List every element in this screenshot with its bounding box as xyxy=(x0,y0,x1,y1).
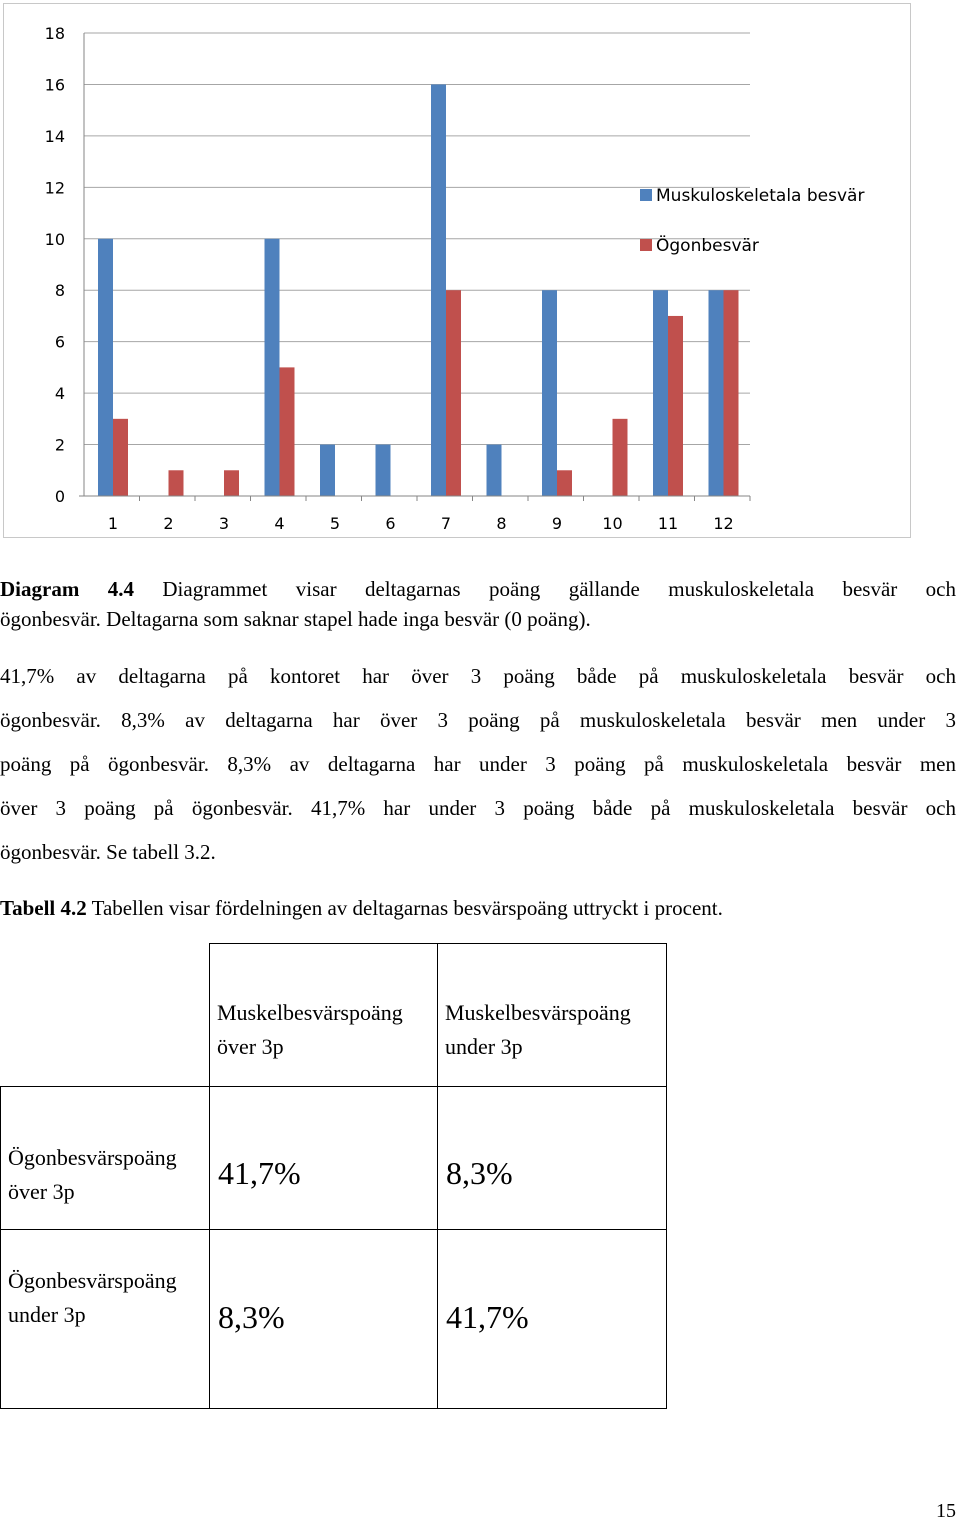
y-tick-label: 12 xyxy=(44,178,65,198)
x-tick-label: 7 xyxy=(440,514,452,533)
x-tick-label: 4 xyxy=(274,514,285,533)
table-caption-label: Tabell 4.2 xyxy=(0,896,87,920)
bar-ogonbesvar xyxy=(557,470,572,496)
x-tick-label: 1 xyxy=(107,514,119,533)
table-caption xyxy=(0,894,956,923)
paragraph-line: ögonbesvär. Se tabell 3.2. xyxy=(0,840,216,864)
legend-label: Muskuloskeletala besvär xyxy=(656,186,865,206)
chart-canvas xyxy=(4,4,912,539)
legend-label: Ögonbesvär xyxy=(656,236,759,256)
y-tick-label: 18 xyxy=(44,24,65,43)
table-cell xyxy=(437,1086,667,1231)
diagram-caption-line2: ögonbesvär. Deltagarna som saknar stapel hade inga besvär (0 poäng). xyxy=(0,607,591,631)
bar-muskuloskeletala xyxy=(376,445,391,496)
row-header-cell xyxy=(0,1086,211,1231)
x-tick-label: 12 xyxy=(713,514,734,533)
y-tick-label: 14 xyxy=(44,126,65,146)
paragraph-line: över 3 poäng på ögonbesvär. 41,7% har under 3 poäng både på muskuloskeletala besvär och xyxy=(0,796,956,820)
cell-value: 8,3% xyxy=(446,1155,513,1191)
x-tick-label: 9 xyxy=(551,514,563,533)
bar-ogonbesvar xyxy=(169,470,184,496)
column-header-cell xyxy=(437,943,667,1088)
x-tick-label: 2 xyxy=(163,514,174,533)
row-header-cell xyxy=(0,1229,211,1409)
x-tick-label: 5 xyxy=(329,514,341,533)
legend-swatch xyxy=(640,239,652,251)
bar-ogonbesvar xyxy=(113,419,128,496)
x-tick-label: 3 xyxy=(218,514,230,533)
bar-muskuloskeletala xyxy=(487,445,502,496)
bar-ogonbesvar xyxy=(224,470,239,496)
bar-muskuloskeletala xyxy=(542,290,557,496)
bar-ogonbesvar xyxy=(613,419,628,496)
row-header-label: Ögonbesvärspoäng under 3p xyxy=(8,1268,177,1327)
bar-muskuloskeletala xyxy=(709,290,724,496)
cell-value: 8,3% xyxy=(218,1299,285,1335)
y-tick-label: 8 xyxy=(54,281,65,301)
y-tick-label: 0 xyxy=(54,487,65,506)
paragraph-line: ögonbesvär. 8,3% av deltagarna har över 3 poäng på muskuloskeletala besvär men under 3 xyxy=(0,708,956,732)
column-header-label: Muskelbesvärspoäng under 3p xyxy=(445,1000,631,1059)
y-tick-label: 2 xyxy=(54,435,65,455)
bar-ogonbesvar xyxy=(280,367,295,496)
table-cell xyxy=(437,1229,667,1409)
y-tick-label: 6 xyxy=(54,332,65,352)
bar-muskuloskeletala xyxy=(320,445,335,496)
column-header-cell xyxy=(209,943,439,1088)
x-tick-label: 10 xyxy=(602,514,623,533)
bar-muskuloskeletala xyxy=(98,239,113,496)
paragraph-line: poäng på ögonbesvär. 8,3% av deltagarna har under 3 poäng på muskuloskeletala besvär men xyxy=(0,752,956,776)
diagram-caption-label: Diagram 4.4 xyxy=(0,577,134,601)
y-tick-label: 10 xyxy=(44,229,65,249)
legend-swatch xyxy=(640,189,652,201)
cell-value: 41,7% xyxy=(446,1299,529,1335)
bar-muskuloskeletala xyxy=(265,239,280,496)
results-paragraph xyxy=(0,654,956,874)
diagram-caption-text: Diagrammet visar deltagarnas poäng gällande muskuloskeletala besvär och xyxy=(162,577,956,601)
y-tick-label: 4 xyxy=(54,384,65,404)
bar-ogonbesvar xyxy=(446,290,461,496)
paragraph-line: 41,7% av deltagarna på kontoret har över 3 poäng både på muskuloskeletala besvär och xyxy=(0,664,956,688)
diagram-caption xyxy=(0,574,956,634)
bar-chart xyxy=(3,3,911,538)
table-caption-text: Tabellen visar fördelningen av deltagarnas besvärspoäng uttryckt i procent. xyxy=(91,896,723,920)
page-number: 15 xyxy=(936,1500,956,1522)
cell-value: 41,7% xyxy=(218,1155,301,1191)
x-tick-label: 11 xyxy=(657,514,679,533)
y-tick-label: 16 xyxy=(44,75,65,95)
table-cell xyxy=(209,1229,439,1409)
bar-muskuloskeletala xyxy=(431,84,446,496)
bar-ogonbesvar xyxy=(724,290,739,496)
column-header-label: Muskelbesvärspoäng över 3p xyxy=(217,1000,403,1059)
bar-ogonbesvar xyxy=(668,316,683,496)
bar-muskuloskeletala xyxy=(653,290,668,496)
x-tick-label: 6 xyxy=(385,514,396,533)
row-header-label: Ögonbesvärspoäng över 3p xyxy=(8,1145,177,1204)
table-cell xyxy=(209,1086,439,1231)
x-tick-label: 8 xyxy=(496,514,507,533)
